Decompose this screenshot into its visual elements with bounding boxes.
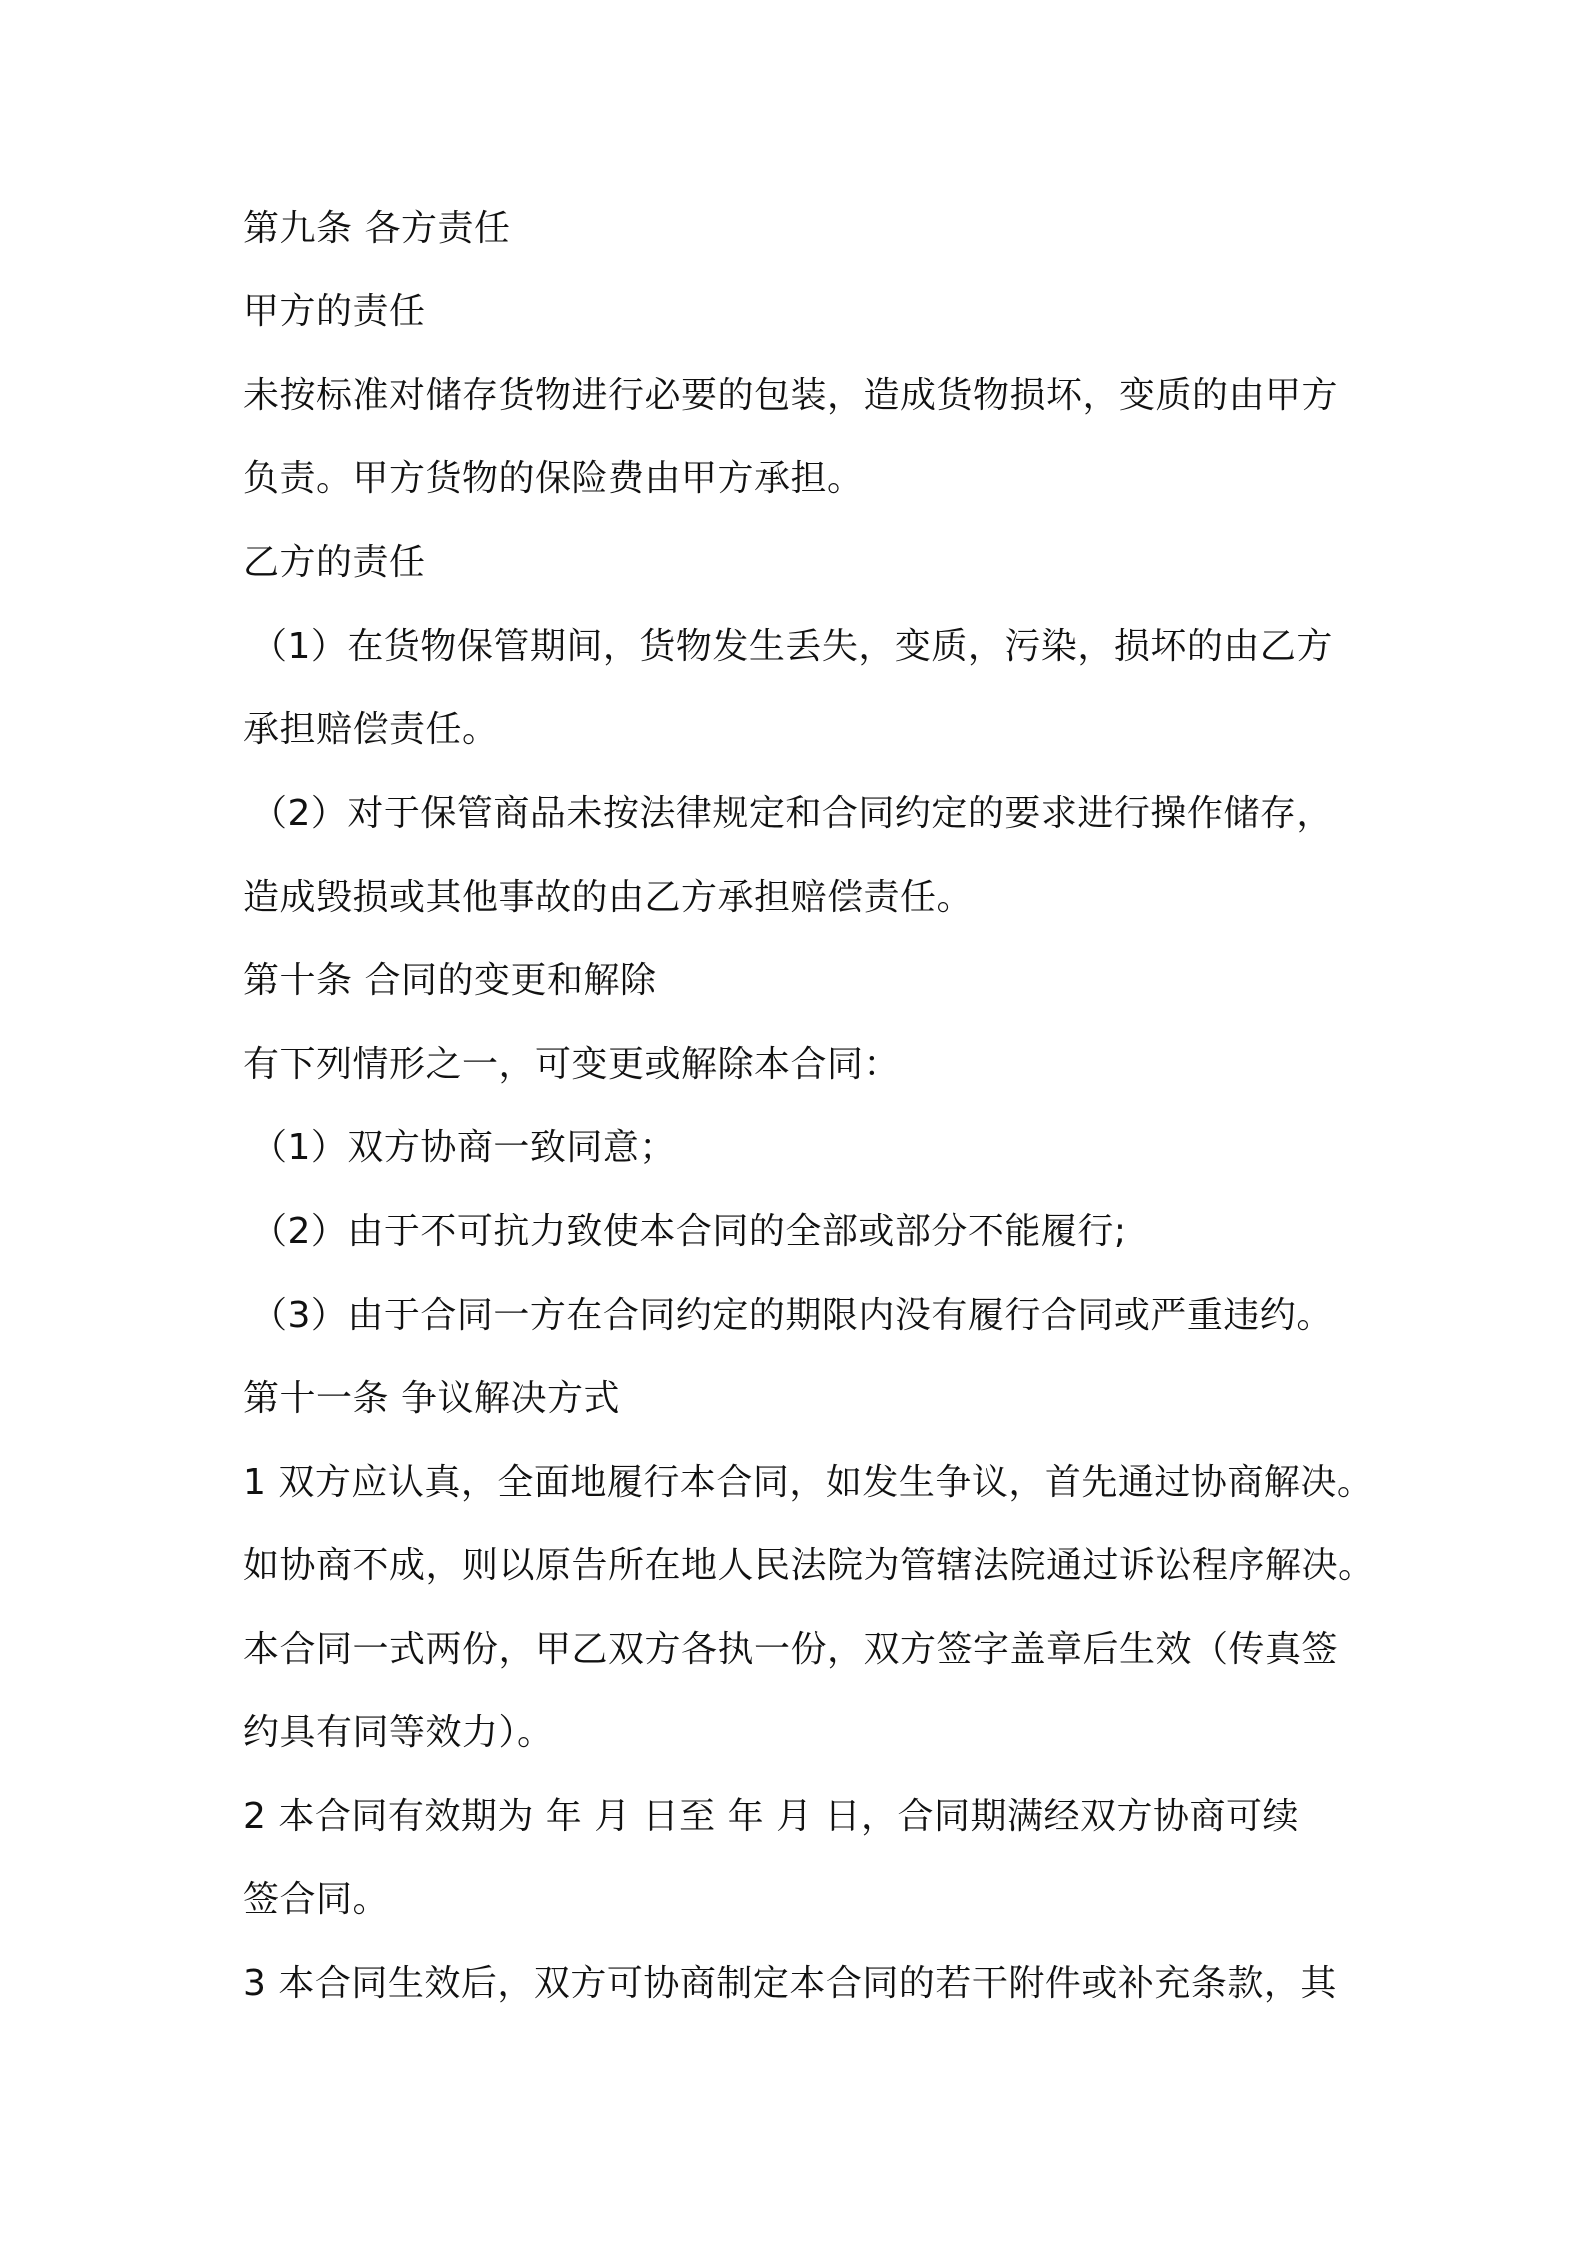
paragraph-line: 1 双方应认真，全面地履行本合同，如发生争议，首先通过协商解决。 bbox=[243, 1462, 1374, 1503]
paragraph-line: 承担赔偿责任。 bbox=[243, 709, 499, 750]
paragraph-line: 3 本合同生效后，双方可协商制定本合同的若干附件或补充条款，其 bbox=[243, 1963, 1337, 2004]
list-item-line: （2）对于保管商品未按法律规定和合同约定的要求进行操作储存， bbox=[251, 793, 1333, 834]
article-9-heading: 第九条 各方责任 bbox=[243, 208, 511, 249]
paragraph-line: 负责。甲方货物的保险费由甲方承担。 bbox=[243, 458, 864, 499]
party-b-heading: 乙方的责任 bbox=[243, 542, 426, 583]
paragraph-line: 造成毁损或其他事故的由乙方承担赔偿责任。 bbox=[243, 877, 974, 918]
list-item-line: （1）在货物保管期间，货物发生丢失，变质，污染，损坏的由乙方 bbox=[251, 626, 1333, 667]
article-11-heading: 第十一条 争议解决方式 bbox=[243, 1378, 620, 1419]
paragraph-line: 约具有同等效力）。 bbox=[243, 1712, 554, 1753]
paragraph-line: 未按标准对储存货物进行必要的包装，造成货物损坏，变质的由甲方 bbox=[243, 375, 1339, 416]
paragraph-line: 有下列情形之一，可变更或解除本合同： bbox=[243, 1044, 901, 1085]
party-a-heading: 甲方的责任 bbox=[243, 291, 426, 332]
article-10-heading: 第十条 合同的变更和解除 bbox=[243, 960, 657, 1001]
list-item-line: （1）双方协商一致同意； bbox=[251, 1127, 676, 1168]
list-item-line: （2）由于不可抗力致使本合同的全部或部分不能履行; bbox=[251, 1211, 1127, 1252]
paragraph-line: 2 本合同有效期为 年 月 日至 年 月 日，合同期满经双方协商可续 bbox=[243, 1796, 1300, 1837]
paragraph-line: 本合同一式两份，甲乙双方各执一份，双方签字盖章后生效（传真签 bbox=[243, 1629, 1339, 1670]
list-item-line: （3）由于合同一方在合同约定的期限内没有履行合同或严重违约。 bbox=[251, 1295, 1333, 1336]
paragraph-line: 签合同。 bbox=[243, 1879, 390, 1920]
paragraph-line: 如协商不成，则以原告所在地人民法院为管辖法院通过诉讼程序解决。 bbox=[243, 1545, 1375, 1586]
